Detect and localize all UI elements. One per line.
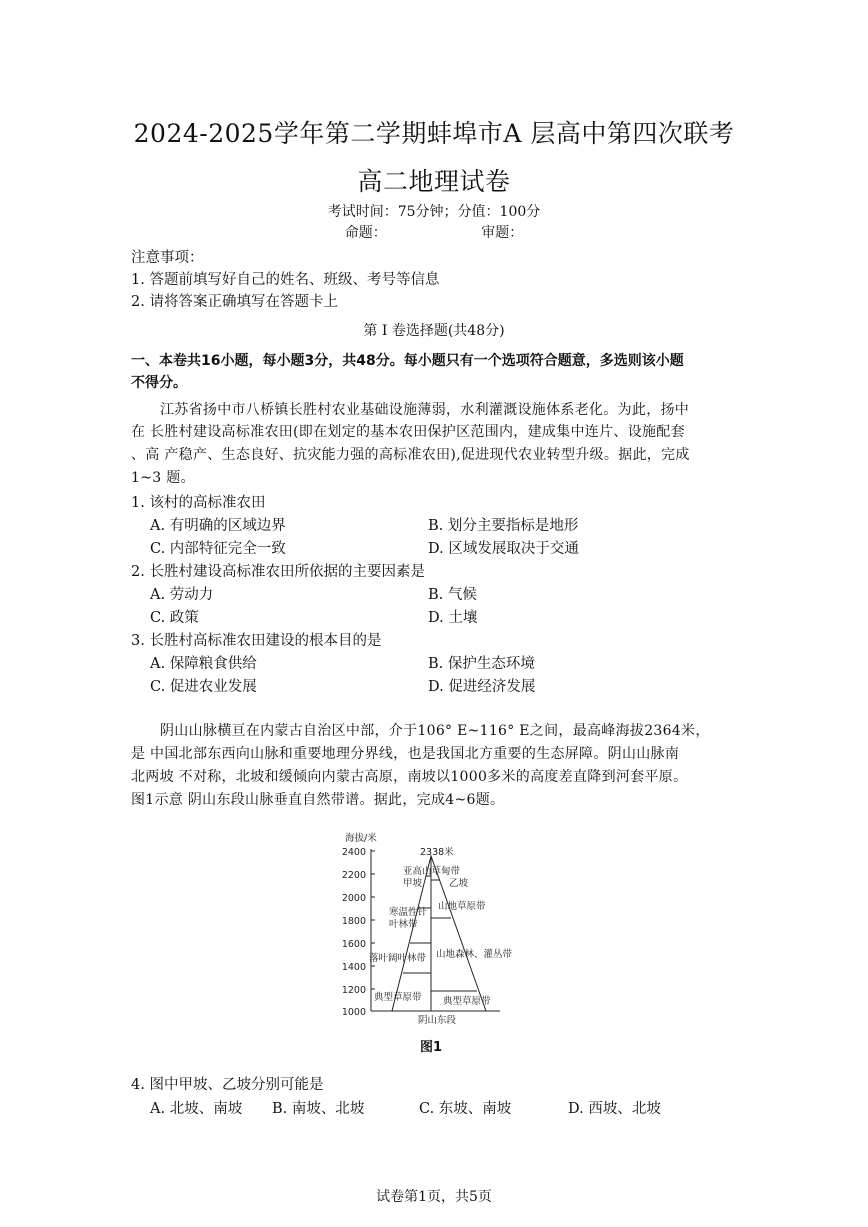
ytick-label: 1400 [341,962,366,973]
option-d[interactable]: D. 土壤 [428,610,478,626]
passage-line: 、高 产稳产、生态良好、抗灾能力强的高标准农田),促进现代农业转型升级。据此，完成 [131,447,690,463]
ytick-label: 1000 [341,1007,366,1018]
notice-item: 1. 答题前填写好自己的姓名、班级、考号等信息 [131,272,440,288]
ytick-label: 2000 [341,893,366,904]
zone-label-left: 叶林带 [389,919,418,930]
ytick-label: 2200 [341,870,366,881]
option-c[interactable]: C. 东坡、南坡 [419,1101,512,1117]
question-stem: 2. 长胜村建设高标准农田所依据的主要因素是 [131,564,425,580]
passage-line: 是 中国北部东西向山脉和重要地理分界线，也是我国北方重要的生态屏障。阴山山脉南 [131,746,680,762]
option-d[interactable]: D. 西坡、北坡 [568,1101,661,1117]
passage-line: 在 长胜村建设高标准农田(即在划定的基本农田保护区范围内，建成集中连片、设施配套 [131,424,685,440]
notice-heading: 注意事项： [131,250,204,266]
slope-label-jia: 甲坡 [403,878,423,889]
author-label: 命题： [344,225,387,241]
question-stem: 4. 图中甲坡、乙坡分别可能是 [131,1077,324,1093]
exam-subtitle: 高二地理试卷 [357,167,511,196]
y-axis-label: 海拔/米 [345,833,377,844]
option-c[interactable]: C. 政策 [150,610,199,626]
option-b[interactable]: B. 划分主要指标是地形 [428,518,579,534]
ytick-label: 1200 [341,985,366,996]
option-b[interactable]: B. 气候 [428,587,477,603]
figure-caption: 图1 [420,1040,443,1055]
passage-line: 阴山山脉横亘在内蒙古自治区中部，介于106° E~116° E之间，最高峰海拔2364米， [160,723,710,739]
exam-title: 2024-2025学年第二学期蚌埠市A 层高中第四次联考 [133,119,735,148]
option-b[interactable]: B. 保护生态环境 [428,656,535,672]
zone-label-left: 寒温性针 [389,907,428,918]
mountain-profile [392,856,486,1011]
option-d[interactable]: D. 促进经济发展 [428,679,536,695]
slope-label-yi: 乙坡 [449,878,469,889]
option-a[interactable]: A. 有明确的区域边界 [150,518,286,534]
passage-line: 北两坡 不对称，北坡和缓倾向内蒙古高原，南坡以1000多米的高度差直降到河套平原。 [131,769,688,785]
option-a[interactable]: A. 保障粮食供给 [150,656,257,672]
peak-label: 2338米 [420,847,454,858]
zone-label-right: 山地草原带 [438,901,486,912]
base-label: 阴山东段 [418,1015,457,1026]
zone-label-right: 山地森林、灌丛带 [436,949,513,960]
page-footer: 试卷第1页，共5页 [376,1189,492,1205]
zone-label-left: 亚高山草甸带 [403,866,461,877]
ytick-label: 1600 [341,939,366,950]
section-instruction: 不得分。 [131,375,187,391]
ytick-label: 1800 [341,916,366,927]
zone-label-left: 落叶阔叶林带 [369,953,427,964]
passage-line: 1~3 题。 [131,470,195,486]
notice-item: 2. 请将答案正确填写在答题卡上 [131,294,338,310]
section-title: 第 Ⅰ 卷选择题(共48分) [363,323,505,339]
passage-line: 江苏省扬中市八桥镇长胜村农业基础设施薄弱，水利灌溉设施体系老化。为此，扬中 [160,402,690,418]
option-c[interactable]: C. 内部特征完全一致 [150,541,286,557]
reviewer-label: 审题： [481,225,524,241]
question-stem: 1. 该村的高标准农田 [131,495,266,511]
option-a[interactable]: A. 北坡、南坡 [150,1101,243,1117]
option-b[interactable]: B. 南坡、北坡 [272,1101,365,1117]
option-d[interactable]: D. 区域发展取决于交通 [428,541,579,557]
section-instruction: 一、本卷共16小题，每小题3分，共48分。每小题只有一个选项符合题意，多选则该小题 [131,353,684,369]
option-a[interactable]: A. 劳动力 [150,587,214,603]
exam-authors [0,222,868,242]
exam-time-score: 考试时间：75分钟；分值：100分 [327,204,541,220]
passage-line: 图1示意 阴山东段山脉垂直自然带谱。据此，完成4~6题。 [131,792,505,808]
option-c[interactable]: C. 促进农业发展 [150,679,257,695]
zone-label-right: 典型草原带 [443,996,491,1007]
question-stem: 3. 长胜村高标准农田建设的根本目的是 [131,633,382,649]
zone-label-left: 典型草原带 [374,992,422,1003]
ytick-label: 2400 [341,847,366,858]
